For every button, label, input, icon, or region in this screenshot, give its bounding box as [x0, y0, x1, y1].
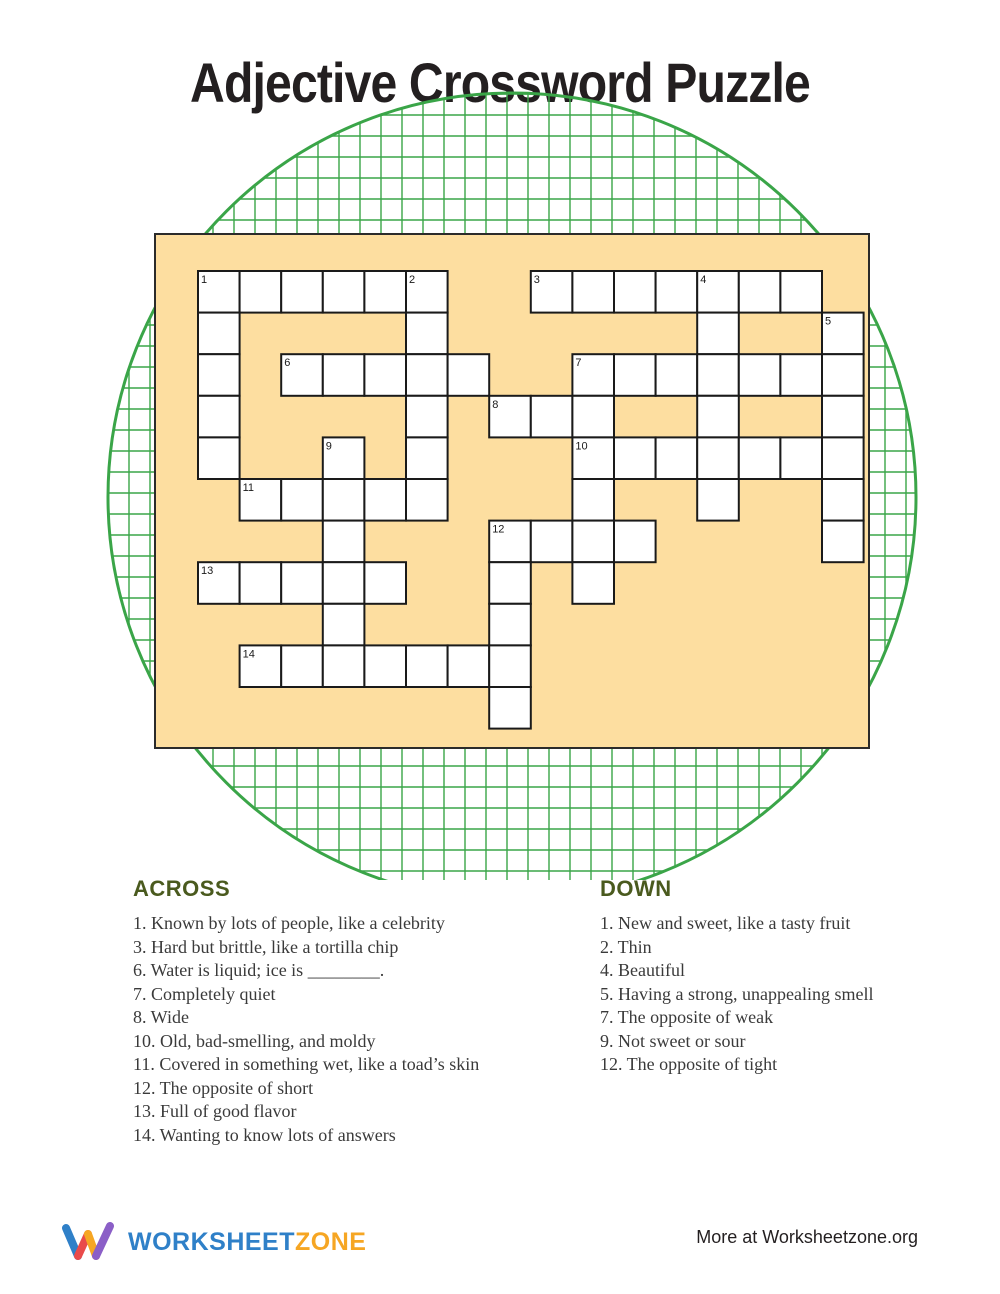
crossword-cell[interactable]: [323, 354, 365, 396]
across-clue: 8. Wide: [133, 1007, 189, 1027]
clue-number: 12: [492, 523, 505, 536]
crossword-cell[interactable]: [822, 479, 864, 521]
crossword-cell[interactable]: [281, 271, 323, 313]
down-heading: DOWN: [600, 876, 672, 901]
crossword-cell[interactable]: [656, 437, 698, 479]
down-clue: 12. The opposite of tight: [600, 1054, 778, 1074]
across-clue-list: [133, 912, 479, 1147]
down-clue: 4. Beautiful: [600, 960, 685, 980]
crossword-cell[interactable]: [572, 562, 614, 604]
down-clue: 9. Not sweet or sour: [600, 1030, 746, 1051]
crossword-cell[interactable]: [406, 479, 448, 521]
crossword-cell[interactable]: [697, 479, 739, 521]
crossword-cell[interactable]: [614, 354, 656, 396]
across-clue: 14. Wanting to know lots of answers: [133, 1124, 396, 1145]
crossword-cell[interactable]: [780, 271, 822, 313]
clue-number: 10: [575, 440, 588, 453]
across-heading: ACROSS: [133, 876, 231, 901]
crossword-cell[interactable]: [448, 354, 490, 396]
crossword-cell[interactable]: [323, 271, 365, 313]
crossword-cell[interactable]: [572, 271, 614, 313]
crossword-cell[interactable]: [406, 437, 448, 479]
crossword-cell[interactable]: [780, 354, 822, 396]
crossword-cell[interactable]: [281, 562, 323, 604]
crossword-cell[interactable]: [572, 521, 614, 563]
clue-number: 11: [242, 482, 255, 494]
across-clue: 10. Old, bad-smelling, and moldy: [133, 1030, 376, 1051]
across-clue: 6. Water is liquid; ice is ________.: [133, 960, 385, 980]
worksheetzone-logo-icon: [62, 1222, 118, 1262]
clue-number: 13: [201, 565, 214, 578]
clue-number: 9: [325, 440, 332, 453]
crossword-cell[interactable]: [406, 396, 448, 438]
crossword-cell[interactable]: [240, 562, 282, 604]
crossword-cell[interactable]: [656, 354, 698, 396]
clue-number: 8: [492, 398, 499, 411]
across-clue: 3. Hard but brittle, like a tortilla chip: [133, 936, 399, 957]
crossword-cell[interactable]: [489, 562, 531, 604]
crossword-cell[interactable]: [406, 645, 448, 687]
clue-number: 5: [825, 315, 832, 328]
crossword-cell[interactable]: [531, 396, 573, 438]
down-clue: 5. Having a strong, unappealing smell: [600, 983, 874, 1004]
worksheetzone-logo: [62, 1220, 366, 1264]
crossword-cell[interactable]: [739, 437, 781, 479]
crossword-cell[interactable]: [323, 479, 365, 521]
crossword-cell[interactable]: [780, 437, 822, 479]
crossword-cell[interactable]: [614, 271, 656, 313]
crossword-cell[interactable]: [323, 562, 365, 604]
crossword-cell[interactable]: [323, 521, 365, 563]
crossword-cell[interactable]: [489, 687, 531, 729]
clue-number: 14: [242, 648, 255, 661]
crossword-cell[interactable]: [364, 271, 406, 313]
crossword-cell[interactable]: [198, 354, 240, 396]
crossword-cell[interactable]: [364, 354, 406, 396]
crossword-cell[interactable]: [323, 645, 365, 687]
clue-number: 2: [409, 274, 416, 286]
crossword-cell[interactable]: [323, 604, 365, 646]
across-clue: 13. Full of good flavor: [133, 1101, 297, 1121]
brand-word-worksheet: WORKSHEET: [128, 1227, 295, 1256]
crossword-cell[interactable]: [739, 354, 781, 396]
crossword-cell[interactable]: [697, 437, 739, 479]
crossword-cell[interactable]: [656, 271, 698, 313]
brand-word-zone: ZONE: [295, 1227, 367, 1256]
crossword-cell[interactable]: [489, 645, 531, 687]
crossword-cell[interactable]: [198, 437, 240, 479]
crossword-cell[interactable]: [572, 479, 614, 521]
clue-number: 6: [284, 357, 291, 370]
worksheetzone-wordmark: [128, 1228, 366, 1257]
crossword-cell[interactable]: [739, 271, 781, 313]
page-title: Adjective Crossword Puzzle: [190, 51, 810, 114]
crossword-cell[interactable]: [281, 645, 323, 687]
clue-number: 3: [533, 274, 540, 286]
across-clue: 11. Covered in something wet, like a toad’s skin: [133, 1054, 480, 1074]
down-clue: 2. Thin: [600, 936, 652, 957]
crossword-cell[interactable]: [531, 521, 573, 563]
down-clue: 7. The opposite of weak: [600, 1007, 774, 1027]
crossword-cell[interactable]: [198, 396, 240, 438]
down-clue-list: [600, 912, 873, 1077]
clue-number: 7: [575, 357, 582, 370]
clue-number: 1: [201, 274, 208, 286]
crossword-cell[interactable]: [822, 354, 864, 396]
down-clue: 1. New and sweet, like a tasty fruit: [600, 913, 851, 933]
crossword-cell[interactable]: [822, 396, 864, 438]
across-clue: 7. Completely quiet: [133, 983, 276, 1004]
crossword-cell[interactable]: [364, 645, 406, 687]
across-clue: 12. The opposite of short: [133, 1077, 314, 1098]
crossword-cell[interactable]: [281, 479, 323, 521]
across-clue: 1. Known by lots of people, like a celebrity: [133, 913, 445, 933]
crossword-cell[interactable]: [406, 354, 448, 396]
crossword-cell[interactable]: [448, 645, 490, 687]
crossword-cell[interactable]: [697, 354, 739, 396]
crossword-cell[interactable]: [614, 437, 656, 479]
crossword-cell[interactable]: [489, 604, 531, 646]
crossword-cell[interactable]: [614, 521, 656, 563]
crossword-cell[interactable]: [822, 521, 864, 563]
crossword-cell[interactable]: [364, 479, 406, 521]
crossword-cell[interactable]: [822, 437, 864, 479]
crossword-cell[interactable]: [697, 396, 739, 438]
clue-number: 4: [700, 274, 707, 286]
footer-website-link[interactable]: More at Worksheetzone.org: [696, 1227, 918, 1247]
crossword-cell[interactable]: [697, 313, 739, 355]
crossword-cell[interactable]: [198, 313, 240, 355]
crossword-cell[interactable]: [406, 313, 448, 355]
crossword-cell[interactable]: [572, 396, 614, 438]
crossword-cell[interactable]: [364, 562, 406, 604]
crossword-cell[interactable]: [240, 271, 282, 313]
